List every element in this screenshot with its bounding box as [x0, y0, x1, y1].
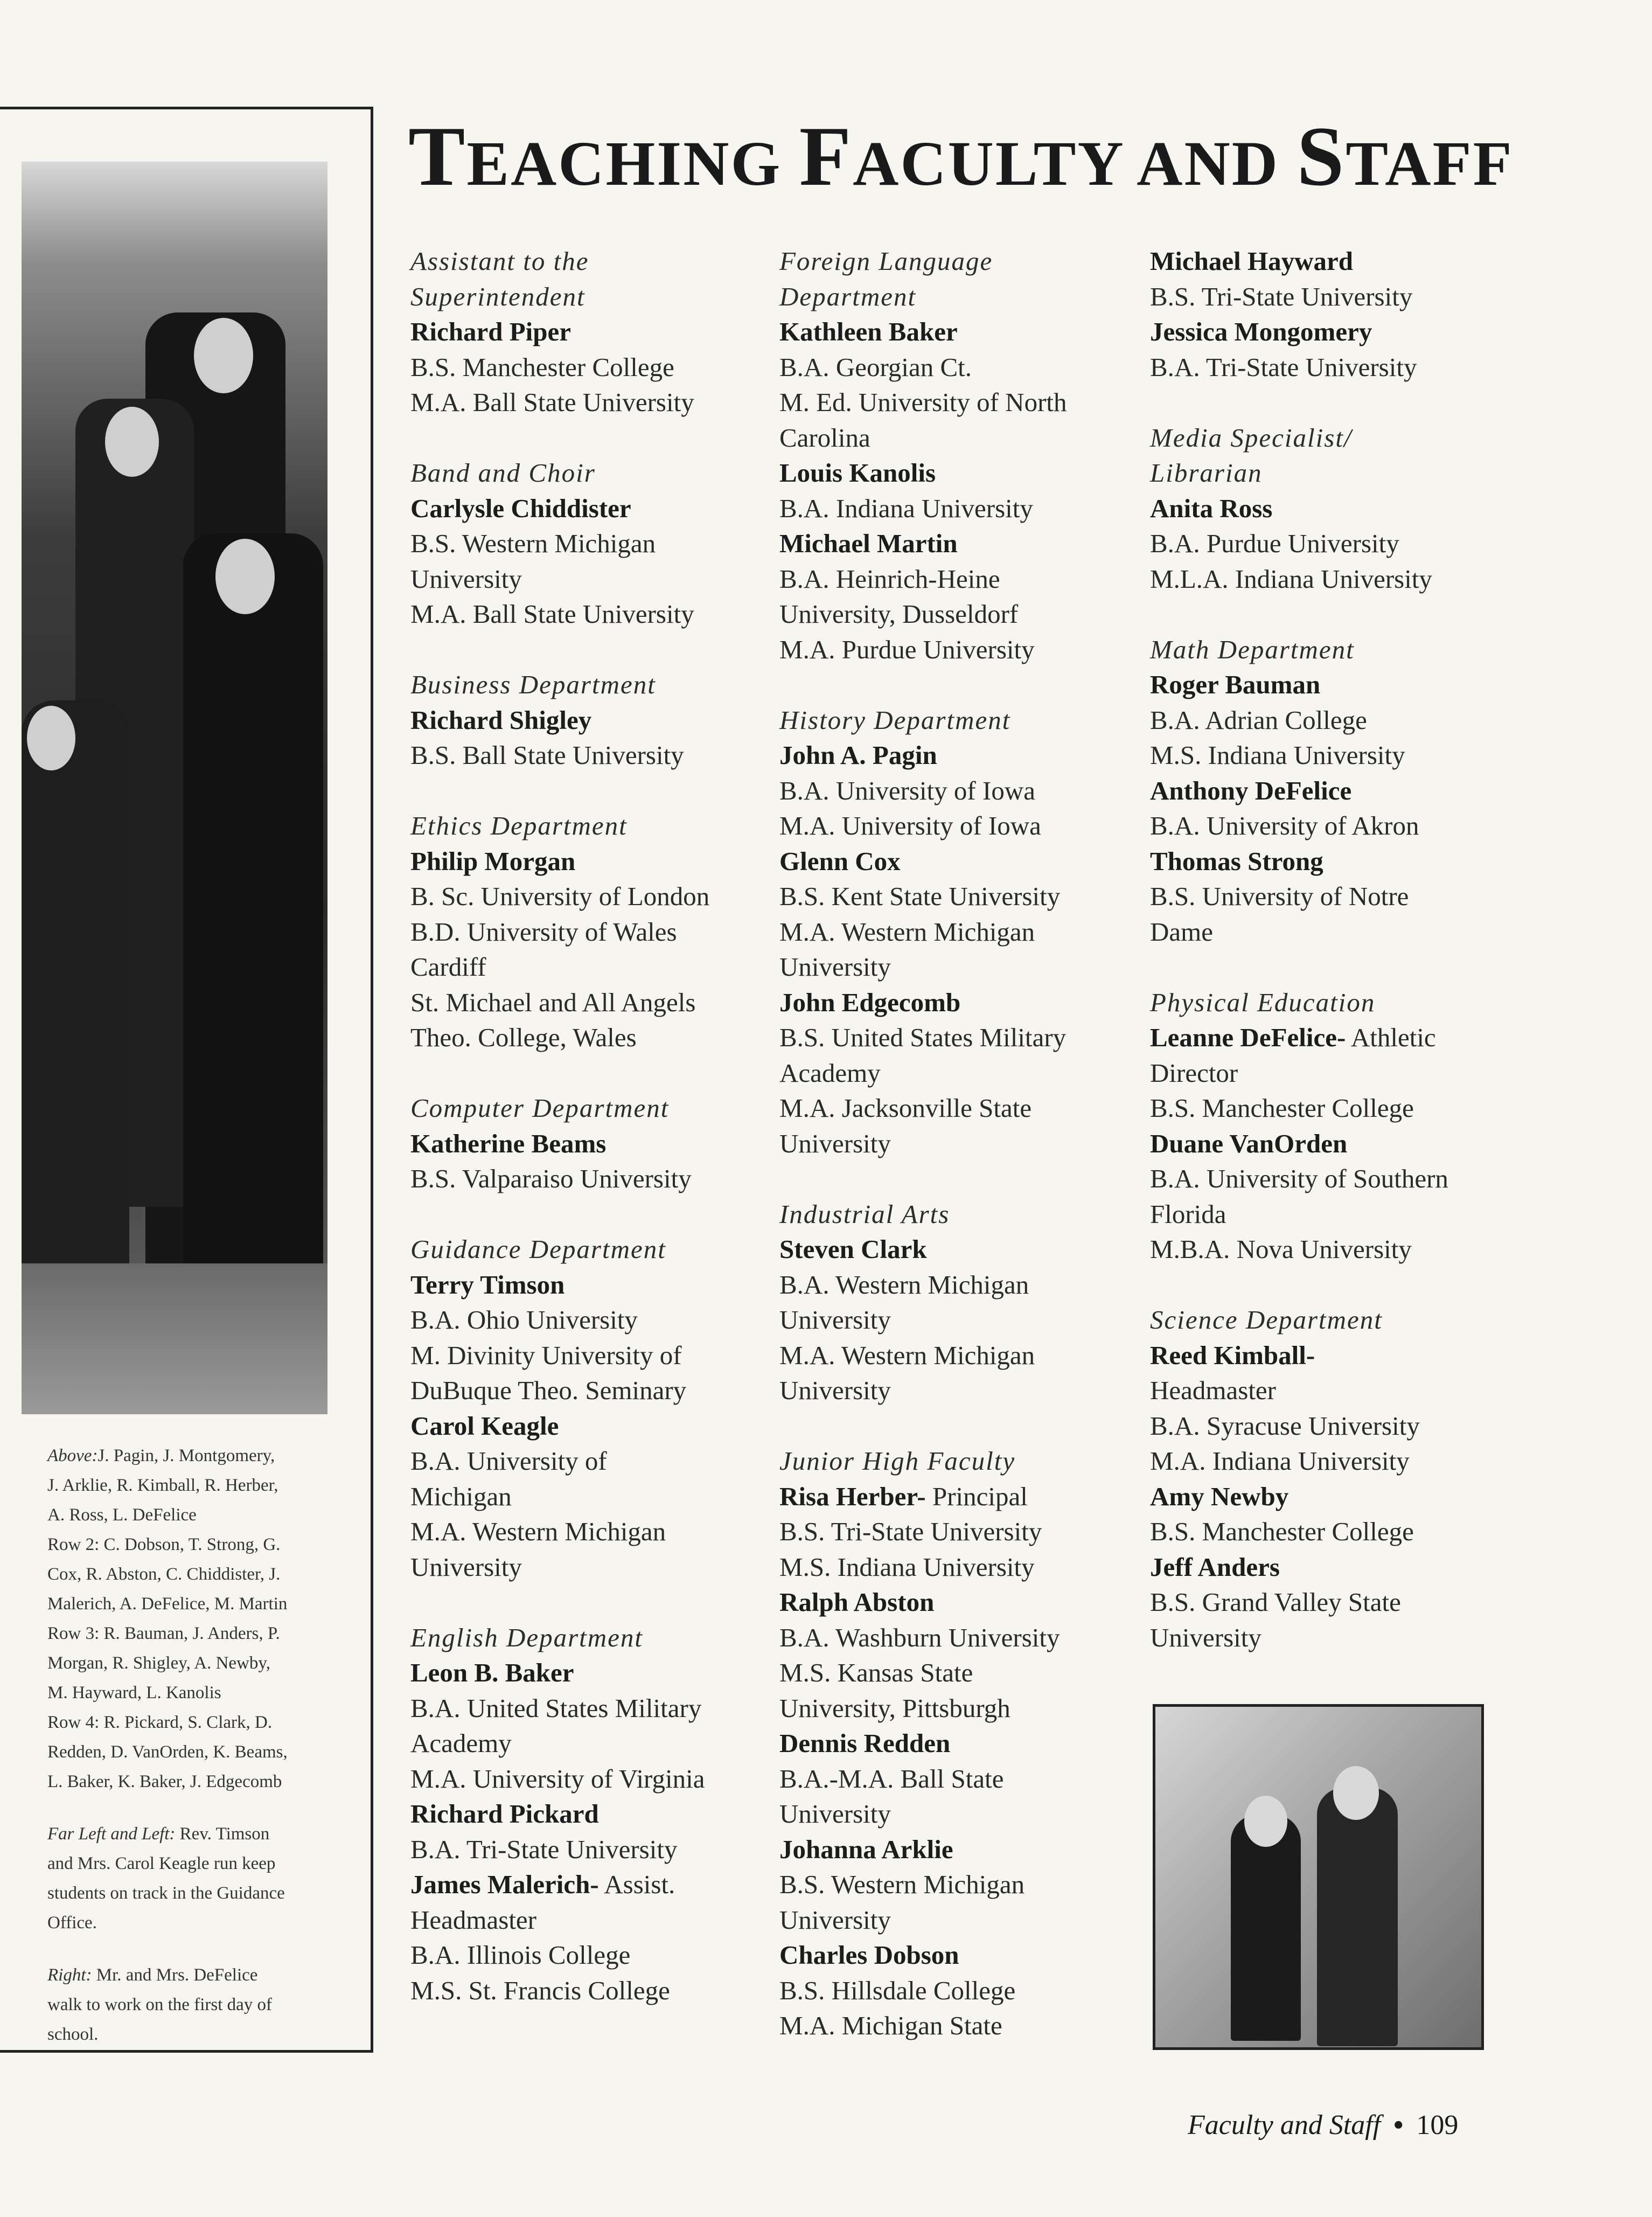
caption-paragraph [47, 1961, 338, 2049]
spacer [410, 1055, 761, 1091]
faculty-name: Dennis Redden [779, 1728, 951, 1758]
faculty-degree: University, Pittsburgh [779, 1693, 1010, 1723]
faculty-degree: M.S. Kansas State [779, 1658, 973, 1687]
faculty-name: Kathleen Baker [779, 317, 958, 346]
faculty-degree: B. Sc. University of London [410, 881, 710, 911]
faculty-degree: B.S. Tri-State University [779, 1517, 1042, 1546]
spacer [410, 632, 761, 668]
faculty-column-2 [779, 244, 1124, 2044]
faculty-degree: Theo. College, Wales [410, 1023, 637, 1052]
faculty-degree: M.B.A. Nova University [1150, 1234, 1412, 1264]
caption-lead: Right: [47, 1965, 92, 1985]
faculty-degree: B.S. Manchester College [410, 352, 674, 382]
faculty-degree: B.A. University of [410, 1446, 607, 1476]
faculty-degree: B.S. University of Notre [1150, 881, 1409, 911]
faculty-name-with-role [779, 1479, 1124, 1514]
faculty-degree: University [779, 1305, 891, 1335]
faculty-degree: B.S. Ball State University [410, 740, 684, 770]
department-heading: Band and Choir [410, 458, 596, 488]
caption-text: Redden, D. VanOrden, K. Beams, [47, 1742, 288, 1762]
faculty-degree: University [779, 1905, 891, 1935]
caption-line [47, 1530, 338, 1560]
department-heading: Industrial Arts [779, 1199, 950, 1229]
caption-lead: Above: [47, 1446, 98, 1465]
faculty-name: Jessica Mongomery [1150, 317, 1372, 346]
faculty-degree: University [779, 1128, 891, 1158]
caption-line [47, 1961, 338, 1990]
caption-text: Morgan, R. Shigley, A. Newby, [47, 1653, 271, 1673]
faculty-column-1 [410, 244, 761, 2008]
spacer [1150, 385, 1495, 420]
faculty-degree: Director [1150, 1058, 1238, 1088]
faculty-degree: University [410, 1552, 522, 1582]
caption-text: J. Pagin, J. Montgomery, [97, 1446, 275, 1465]
faculty-role: Principal [925, 1481, 1028, 1511]
faculty-degree: M.A. University of Virginia [410, 1763, 705, 1794]
spacer [779, 667, 1124, 703]
department-heading: Math Department [1150, 634, 1355, 664]
faculty-name: Michael Martin [779, 529, 958, 558]
faculty-degree: M. Divinity University of [410, 1340, 682, 1370]
faculty-name: Anita Ross [1150, 493, 1273, 523]
page-footer [1188, 2109, 1458, 2141]
faculty-column-3 [1150, 244, 1495, 1655]
spacer [410, 420, 761, 456]
faculty-degree: B.A. Heinrich-Heine [779, 564, 1000, 594]
department-heading: Guidance Department [410, 1234, 666, 1264]
faculty-degree: B.A. Purdue University [1150, 529, 1399, 558]
department-heading: History Department [779, 705, 1011, 735]
spacer [410, 1584, 761, 1620]
department-heading: Media Specialist/ [1150, 422, 1353, 453]
spacer [410, 1197, 761, 1232]
faculty-degree: B.A. University of Iowa [779, 775, 1035, 805]
faculty-degree: M.A. Ball State University [410, 387, 694, 417]
caption-text: Row 3: R. Bauman, J. Anders, P. [47, 1624, 280, 1643]
faculty-degree: B.S. Hillsdale College [779, 1975, 1016, 2005]
caption-line [47, 1767, 338, 1797]
caption-line [47, 1678, 338, 1708]
caption-text: Rev. Timson [175, 1824, 270, 1844]
spacer [779, 1408, 1124, 1444]
faculty-name: Katherine Beams [410, 1128, 607, 1158]
faculty-degree: B.S. Tri-State University [1150, 281, 1413, 311]
faculty-degree: M.S. Indiana University [779, 1552, 1035, 1582]
caption-text: Cox, R. Abston, C. Chiddister, J. [47, 1565, 281, 1584]
faculty-degree: University, Dusseldorf [779, 599, 1019, 629]
faculty-degree: University [779, 1799, 891, 1829]
faculty-degree: B.S. Western Michigan [779, 1869, 1025, 1899]
faculty-degree: M.L.A. Indiana University [1150, 564, 1432, 594]
faculty-name: Michael Hayward [1150, 246, 1353, 276]
faculty-degree: M.A. Purdue University [779, 634, 1035, 664]
faculty-name: Thomas Strong [1150, 846, 1323, 876]
department-heading: English Department [410, 1622, 644, 1652]
department-heading: Superintendent [410, 281, 585, 311]
faculty-name: Charles Dobson [779, 1940, 959, 1970]
spacer [1150, 1267, 1495, 1303]
caption-text: A. Ross, L. DeFelice [47, 1505, 197, 1525]
faculty-degree: M.A. University of Iowa [779, 811, 1041, 840]
faculty-degree: B.A. Washburn University [779, 1622, 1060, 1652]
faculty-degree: University [779, 952, 891, 982]
caption-paragraph [47, 1819, 338, 1938]
faculty-degree: St. Michael and All Angels [410, 987, 696, 1017]
caption-text: Malerich, A. DeFelice, M. Martin [47, 1594, 288, 1614]
caption-line [47, 1879, 338, 1908]
caption-text: Office. [47, 1913, 97, 1933]
faculty-degree: Academy [410, 1728, 512, 1758]
faculty-name: Steven Clark [779, 1234, 927, 1264]
caption-line [47, 1441, 338, 1471]
footer-section: Faculty and Staff [1188, 2110, 1381, 2140]
faculty-degree: M.S. Indiana University [1150, 740, 1405, 770]
faculty-name: Roger Bauman [1150, 670, 1321, 699]
faculty-name: Amy Newby [1150, 1481, 1289, 1511]
department-heading: Business Department [410, 670, 656, 699]
caption-line [47, 1619, 338, 1649]
department-heading: Physical Education [1150, 987, 1376, 1017]
faculty-degree: B.A. University of Akron [1150, 811, 1419, 840]
faculty-name: Terry Timson [410, 1269, 565, 1299]
faculty-degree: B.A. Western Michigan [779, 1269, 1029, 1299]
department-heading: Department [779, 281, 917, 311]
department-heading: Junior High Faculty [779, 1446, 1016, 1476]
faculty-degree: University [410, 564, 522, 594]
faculty-degree: B.S. Valparaiso University [410, 1164, 692, 1193]
caption-line [47, 1819, 338, 1849]
faculty-degree: B.S. Manchester College [1150, 1517, 1414, 1546]
caption-line [47, 1849, 338, 1879]
caption-text: J. Arklie, R. Kimball, R. Herber, [47, 1476, 278, 1495]
faculty-degree: B.S. Kent State University [779, 881, 1061, 911]
faculty-degree: B.A. Syracuse University [1150, 1410, 1420, 1441]
photo-figure [22, 700, 129, 1347]
faculty-group-photo [22, 162, 327, 1414]
spacer [1150, 949, 1495, 985]
faculty-degree: Florida [1150, 1199, 1226, 1229]
faculty-degree: B.D. University of Wales [410, 916, 677, 947]
caption-line [47, 1560, 338, 1589]
caption-text: students on track in the Guidance [47, 1884, 285, 1903]
spacer [779, 1161, 1124, 1197]
photo-face [215, 539, 275, 614]
faculty-degree: University [1150, 1622, 1261, 1652]
department-heading: Librarian [1150, 458, 1263, 488]
faculty-name-with-role [410, 1867, 761, 1902]
faculty-name: Duane VanOrden [1150, 1128, 1348, 1158]
faculty-degree: University [779, 1375, 891, 1405]
faculty-degree: B.A. Illinois College [410, 1940, 631, 1970]
page-number: 109 [1416, 2110, 1459, 2140]
faculty-degree: M. Ed. University of North [779, 387, 1067, 417]
faculty-role: Athletic [1346, 1023, 1436, 1052]
department-heading: Foreign Language [779, 246, 993, 276]
spacer [1150, 596, 1495, 632]
department-heading: Assistant to the [410, 246, 589, 276]
department-heading: Computer Department [410, 1093, 670, 1123]
caption-text: Row 2: C. Dobson, T. Strong, G. [47, 1535, 281, 1554]
faculty-degree: DuBuque Theo. Seminary [410, 1375, 687, 1405]
faculty-degree: Dame [1150, 916, 1213, 947]
faculty-name: Louis Kanolis [779, 458, 936, 488]
photo-captions [47, 1441, 338, 2072]
faculty-name: Richard Piper [410, 317, 571, 346]
faculty-degree: M.A. Western Michigan [779, 916, 1035, 947]
caption-line [47, 2020, 338, 2049]
faculty-degree: B.A. Tri-State University [1150, 352, 1417, 382]
faculty-degree: Carolina [779, 422, 870, 453]
caption-line [47, 1500, 338, 1530]
photo-face [1244, 1796, 1287, 1847]
caption-line [47, 1471, 338, 1500]
caption-text: Mr. and Mrs. DeFelice [92, 1965, 258, 1985]
caption-text: and Mrs. Carol Keagle run keep [47, 1854, 276, 1873]
caption-text: M. Hayward, L. Kanolis [47, 1683, 221, 1702]
caption-line [47, 1908, 338, 1938]
photo-figure [1231, 1815, 1301, 2041]
faculty-name: Anthony DeFelice [1150, 775, 1352, 805]
department-heading: Ethics Department [410, 811, 628, 840]
faculty-degree: Academy [779, 1058, 881, 1088]
faculty-name: Carol Keagle [410, 1410, 559, 1441]
faculty-name: Johanna Arklie [779, 1834, 953, 1864]
faculty-degree: M.A. Western Michigan [410, 1517, 666, 1546]
faculty-degree: B.S. Grand Valley State [1150, 1587, 1401, 1617]
faculty-name: Glenn Cox [779, 846, 901, 876]
faculty-degree: Headmaster [410, 1905, 536, 1935]
caption-line [47, 1708, 338, 1738]
caption-text: school. [47, 2025, 99, 2044]
faculty-degree: B.A. Tri-State University [410, 1834, 678, 1864]
faculty-degree: M.A. Michigan State [779, 2011, 1002, 2040]
faculty-name: Risa Herber- [779, 1481, 926, 1511]
faculty-name: Jeff Anders [1150, 1552, 1280, 1582]
photo-face [105, 407, 159, 477]
faculty-degree: M.A. Ball State University [410, 599, 694, 629]
photo-face [1333, 1766, 1379, 1820]
department-heading: Science Department [1150, 1305, 1383, 1335]
faculty-degree: B.A. Georgian Ct. [779, 352, 972, 382]
footer-bullet: • [1393, 2110, 1404, 2140]
faculty-degree: B.S. Western Michigan [410, 529, 656, 558]
faculty-name-with-role [1150, 1020, 1495, 1055]
photo-figure [1317, 1788, 1398, 2046]
faculty-name: John Edgecomb [779, 987, 961, 1017]
faculty-name: James Malerich- [410, 1869, 599, 1899]
faculty-degree: M.S. St. Francis College [410, 1975, 670, 2005]
faculty-name: John A. Pagin [779, 740, 937, 770]
faculty-name: Richard Pickard [410, 1799, 599, 1829]
caption-line [47, 1589, 338, 1619]
faculty-name: Leon B. Baker [410, 1658, 574, 1687]
defelice-walking-photo [1153, 1704, 1484, 2050]
faculty-name: Ralph Abston [779, 1587, 935, 1617]
photo-face [27, 706, 75, 770]
faculty-degree: Michigan [410, 1481, 512, 1511]
spacer [410, 773, 761, 809]
caption-text: L. Baker, K. Baker, J. Edgecomb [47, 1772, 282, 1791]
caption-line [47, 1649, 338, 1678]
faculty-degree: B.A. Adrian College [1150, 705, 1367, 735]
caption-text: walk to work on the first day of [47, 1995, 272, 2014]
faculty-degree: Cardiff [410, 952, 486, 982]
faculty-degree: B.A. United States Military [410, 1693, 702, 1723]
page-title: TEACHING FACULTY AND STAFF [408, 109, 1514, 204]
photo-face [194, 318, 253, 393]
faculty-role: Assist. [598, 1869, 675, 1899]
caption-line [47, 1990, 338, 2020]
faculty-name: Reed Kimball- [1150, 1340, 1315, 1370]
faculty-name: Philip Morgan [410, 846, 576, 876]
faculty-degree: B.A.-M.A. Ball State [779, 1763, 1004, 1794]
faculty-degree: M.A. Indiana University [1150, 1446, 1410, 1476]
faculty-name: Carlysle Chiddister [410, 493, 631, 523]
faculty-degree: B.S. United States Military [779, 1023, 1067, 1052]
caption-text: Row 4: R. Pickard, S. Clark, D. [47, 1713, 273, 1732]
faculty-degree: M.A. Jacksonville State [779, 1093, 1032, 1123]
faculty-degree: B.S. Manchester College [1150, 1093, 1414, 1123]
faculty-degree: B.A. University of Southern [1150, 1164, 1448, 1193]
caption-line [47, 1738, 338, 1767]
faculty-degree: B.A. Ohio University [410, 1305, 638, 1335]
faculty-degree: Headmaster [1150, 1375, 1276, 1405]
caption-lead: Far Left and Left: [47, 1824, 176, 1844]
photo-floor [22, 1263, 327, 1414]
faculty-degree: M.A. Western Michigan [779, 1340, 1035, 1370]
faculty-name: Leanne DeFelice- [1150, 1023, 1346, 1052]
caption-paragraph [47, 1441, 338, 1797]
faculty-name: Richard Shigley [410, 705, 592, 735]
faculty-degree: B.A. Indiana University [779, 493, 1033, 523]
